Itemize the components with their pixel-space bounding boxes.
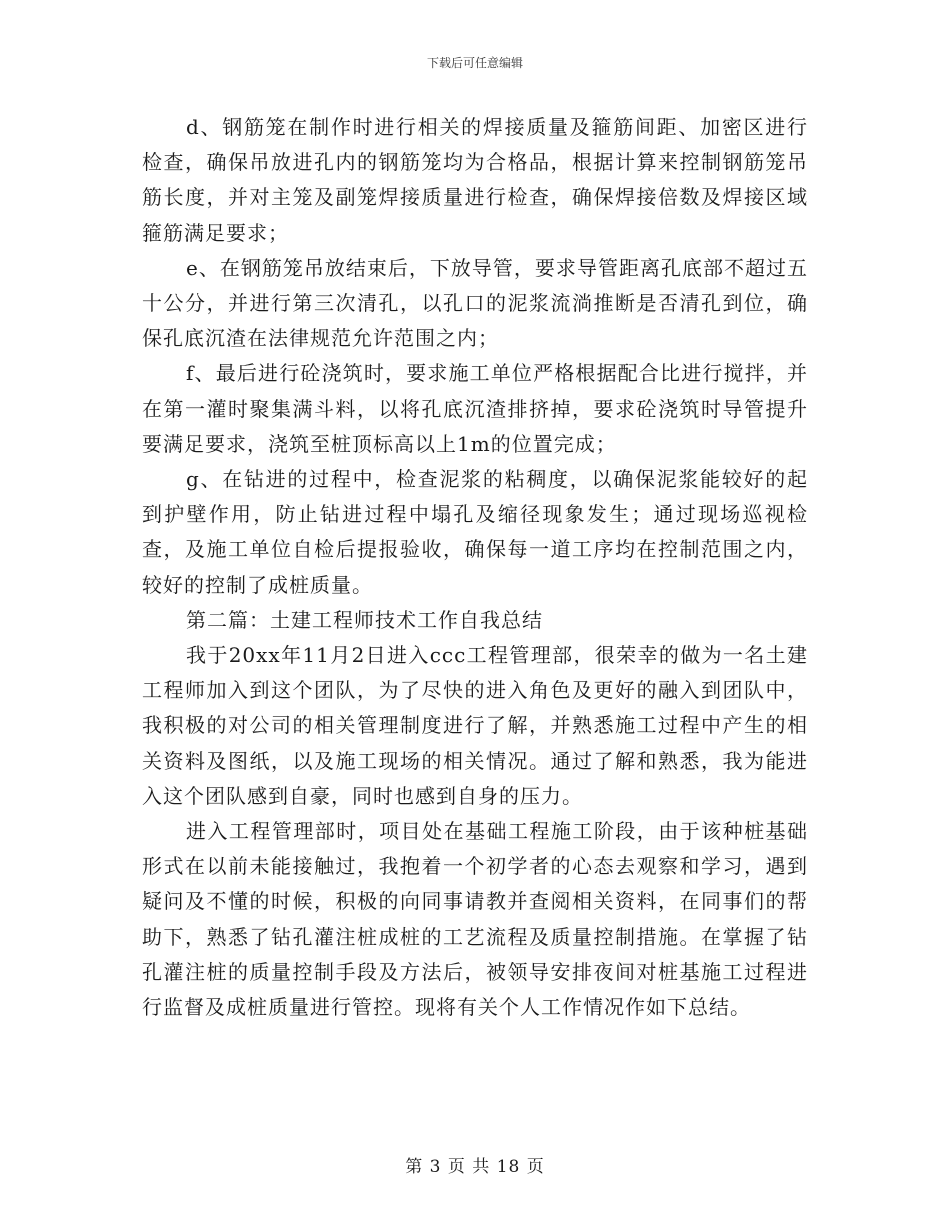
section-title: 第二篇：土建工程师技术工作自我总结 (186, 607, 543, 632)
paragraph-d: d、钢筋笼在制作时进行相关的焊接质量及箍筋间距、加密区进行检查，确保吊放进孔内的钢筋笼均为合格品，根据计算来控制钢筋笼吊筋长度，并对主笼及副笼焊接质量进行检查，确保焊接倍数及焊接区域箍筋满足要求； (142, 115, 808, 245)
paragraph-e: e、在钢筋笼吊放结束后，下放导管，要求导管距离孔底部不超过五十公分，并进行第三次清孔，以孔口的泥浆流淌推断是否清孔到位，确保孔底沉渣在法律规范允许范围之内； (142, 255, 808, 351)
paragraph-f: f、最后进行砼浇筑时，要求施工单位严格根据配合比进行搅拌，并在第一灌时聚集满斗料，以将孔底沉渣排挤掉，要求砼浇筑时导管提升要满足要求，浇筑至桩顶标高以上1m的位置完成； (142, 361, 808, 456)
paragraph-intro: 我于20xx年11月2日进入ccc工程管理部，很荣幸的做为一名土建工程师加入到这个团队，为了尽快的进入角色及更好的融入到团队中，我积极的对公司的相关管理制度进行了解，并熟悉施工过程中产生的相关资料及图纸，以及施工现场的相关情况。通过了解和熟悉，我为能进入这个团队感到自豪，同时也感到自身的压力。 (142, 643, 808, 808)
paragraph-work: 进入工程管理部时，项目处在基础工程施工阶段，由于该种桩基础形式在以前未能接触过，我抱着一个初学者的心态去观察和学习，遇到疑问及不懂的时候，积极的向同事请教并查阅相关资料，在同事们的帮助下，熟悉了钻孔灌注桩成桩的工艺流程及质量控制措施。在掌握了钻孔灌注桩的质量控制手段及方法后，被领导安排夜间对桩基施工过程进行监督及成桩质量进行管控。现将有关个人工作情况作如下总结。 (142, 819, 808, 1020)
document-body (142, 110, 808, 1025)
paragraph-g: g、在钻进的过程中，检查泥浆的粘稠度，以确保泥浆能较好的起到护壁作用，防止钻进过程中塌孔及缩径现象发生；通过现场巡视检查，及施工单位自检后提报验收，确保每一道工序均在控制范围之内，较好的控制了成桩质量。 (142, 467, 808, 597)
page-footer: 第 3 页 共 18 页 (405, 1157, 545, 1177)
page-header: 下载后可任意编辑 (426, 56, 523, 70)
